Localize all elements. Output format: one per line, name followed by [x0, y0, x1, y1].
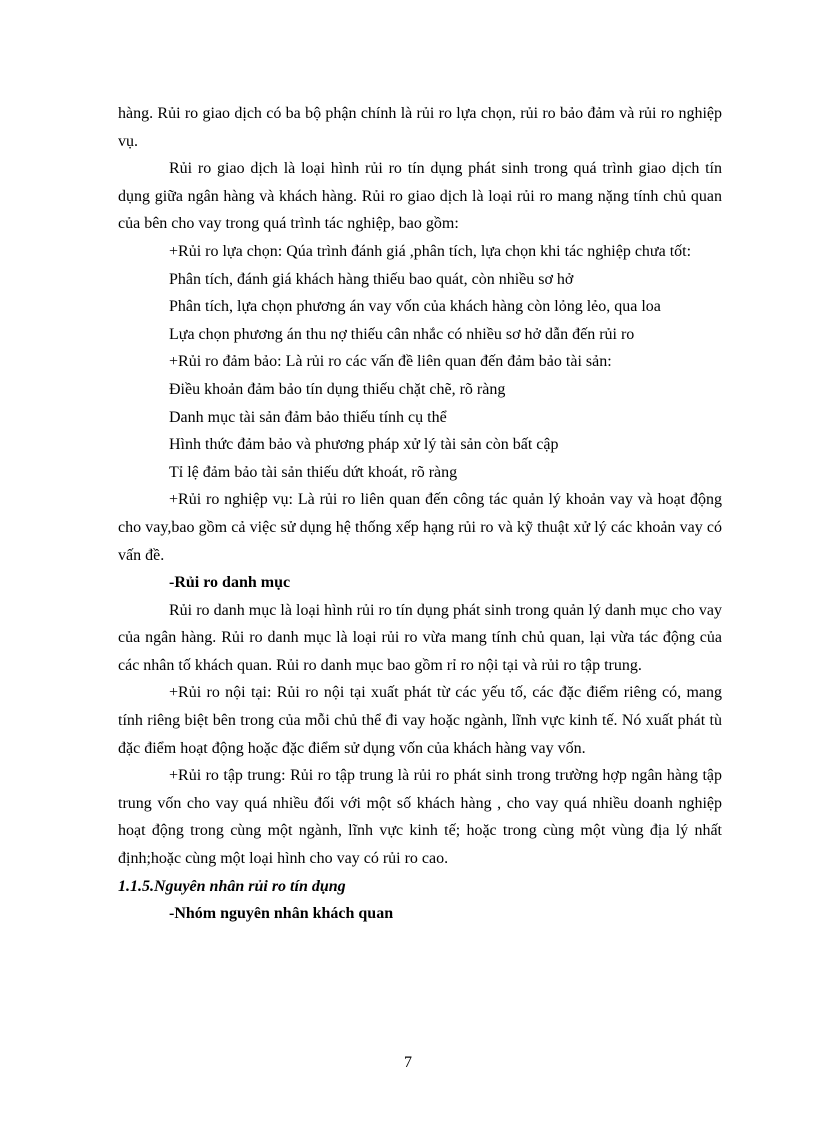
list-item: Danh mục tài sản đảm bảo thiếu tính cụ thể: [169, 408, 447, 426]
list-item: Lựa chọn phương án thu nợ thiếu cân nhắc có nhiều sơ hở dẫn đến rủi ro: [169, 325, 635, 343]
paragraph: hàng. Rủi ro giao dịch có ba bộ phận chính là rủi ro lựa chọn, rủi ro bảo đảm và rủi ro nghiệp vụ.: [118, 105, 722, 150]
paragraph: +Rủi ro nội tại: Rủi ro nội tại xuất phát từ các yếu tố, các đặc điểm riêng có, mang tính riêng biệt bên trong của mỗi chủ thể đi vay hoặc ngành, lĩnh vực kinh tế. Nó xuất phát tù đặc điểm hoạt động hoặc đặc điểm sử dụng vốn của khách hàng vay vốn.: [118, 684, 722, 757]
subheading: -Nhóm nguyên nhân khách quan: [169, 905, 394, 923]
section-heading: 1.1.5.Nguyên nhân rủi ro tín dụng: [118, 877, 346, 895]
paragraph: Rủi ro giao dịch là loại hình rủi ro tín dụng phát sinh trong quá trình giao dịch tín dụng giữa ngân hàng và khách hàng. Rủi ro giao dịch là loại rủi ro mang nặng tính chủ quan của bên cho vay trong quá trình tác nghiệp, bao gồm:: [118, 160, 722, 233]
list-item: Điều khoản đảm bảo tín dụng thiếu chặt chẽ, rõ ràng: [169, 380, 506, 398]
page-number: 7: [404, 1054, 412, 1071]
list-item: Hình thức đảm bảo và phương pháp xử lý tài sản còn bất cập: [169, 436, 559, 454]
paragraph: Rủi ro danh mục là loại hình rủi ro tín dụng phát sinh trong quản lý danh mục cho vay của ngân hàng. Rủi ro danh mục là loại rủi ro vừa mang tính chủ quan, lại vừa tác động của các nhân tố khách quan. Rủi ro danh mục bao gồm rỉ ro nội tại và rủi ro tập trung.: [118, 601, 722, 674]
paragraph: +Rủi ro tập trung: Rủi ro tập trung là rủi ro phát sinh trong trường hợp ngân hàng tập trung vốn cho vay quá nhiều đối với một số khách hàng , cho vay quá nhiều doanh nghiệp hoạt động trong cùng một ngành, lĩnh vực kinh tế; hoặc trong cùng một vùng địa lý nhất định;hoặc cùng một loại hình cho vay có rủi ro cao.: [118, 767, 722, 868]
paragraph: +Rủi ro nghiệp vụ: Là rủi ro liên quan đến công tác quản lý khoản vay và hoạt động cho vay,bao gồm cả việc sử dụng hệ thống xếp hạng rủi ro và kỹ thuật xử lý các khoản vay có vấn đề.: [118, 491, 722, 564]
list-item: +Rủi ro đảm bảo: Là rủi ro các vấn đề liên quan đến đảm bảo tài sản:: [169, 353, 612, 371]
document-body: [118, 100, 722, 928]
list-item: Tỉ lệ đảm bảo tài sản thiếu dứt khoát, rõ ràng: [169, 463, 458, 481]
subheading: -Rủi ro danh mục: [169, 574, 291, 592]
paragraph: +Rủi ro lựa chọn: Qúa trình đánh giá ,phân tích, lựa chọn khi tác nghiệp chưa tốt:: [169, 242, 692, 260]
list-item: Phân tích, lựa chọn phương án vay vốn của khách hàng còn lỏng lẻo, qua loa: [169, 298, 661, 316]
list-item: Phân tích, đánh giá khách hàng thiếu bao quát, còn nhiều sơ hở: [169, 270, 574, 288]
